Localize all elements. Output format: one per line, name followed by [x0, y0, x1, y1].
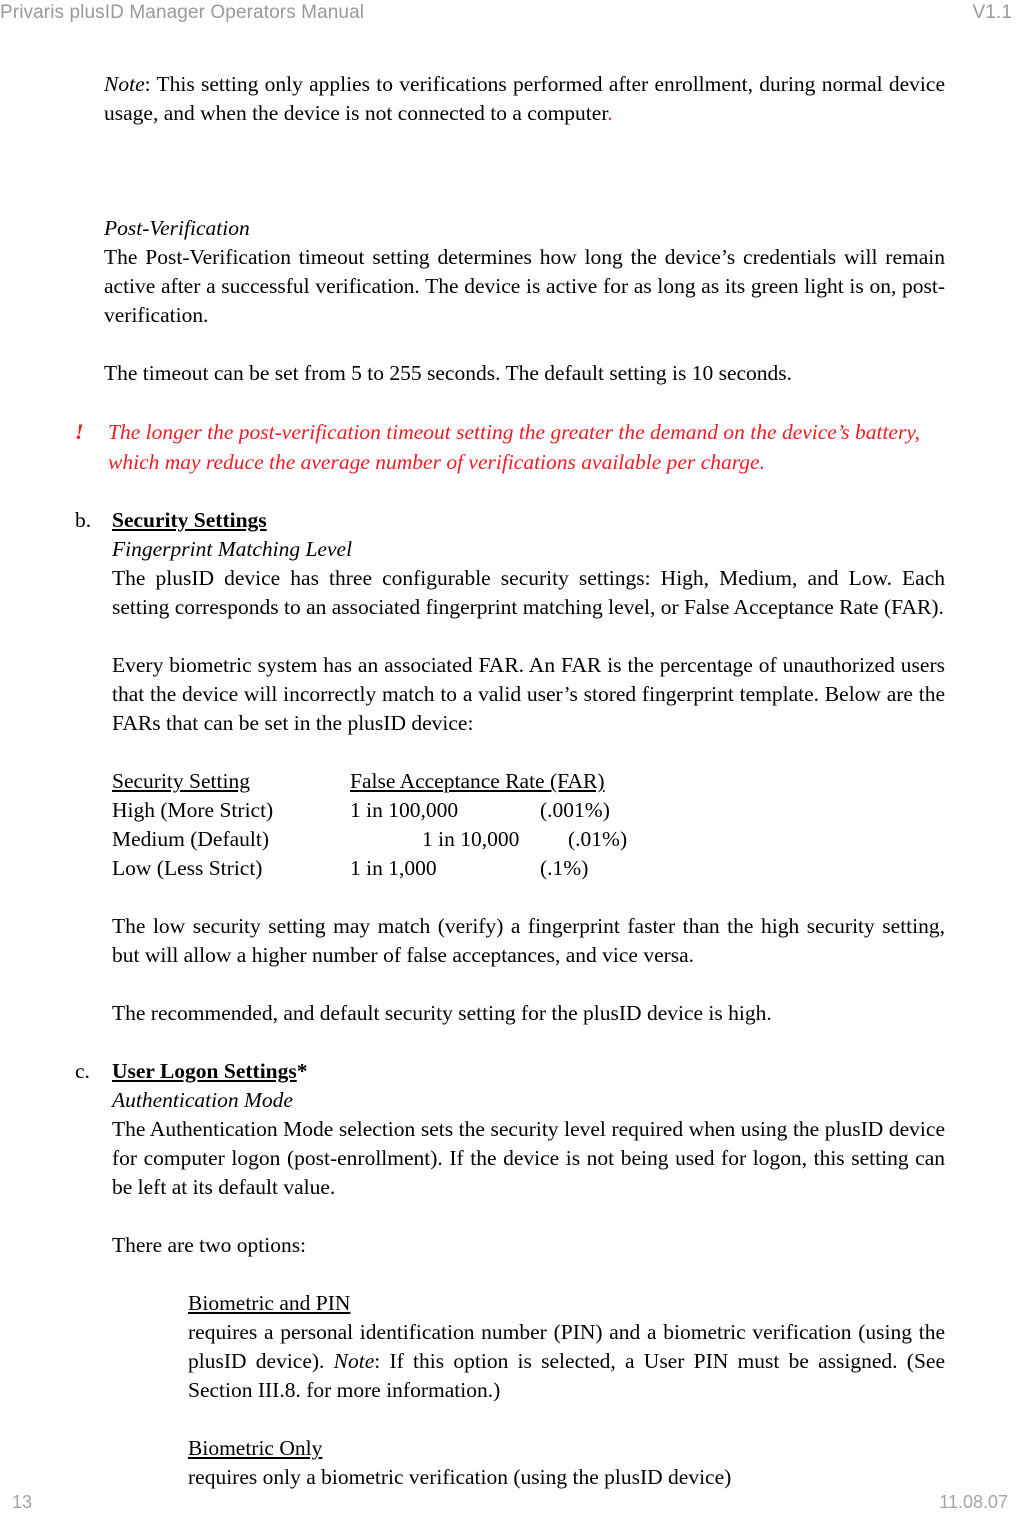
- option-note-label: Note: [333, 1349, 375, 1373]
- option-biometric-only: [188, 1434, 945, 1492]
- spacer: [0, 330, 1020, 359]
- spacer: [0, 198, 1020, 214]
- option-text-part-1: requires only a biometric verification (using the plusID device): [188, 1465, 732, 1489]
- security-settings-title: Security Settings: [112, 508, 267, 532]
- spacer: [0, 128, 1020, 198]
- far-table-header-setting: Security Setting: [112, 769, 250, 793]
- post-verification-paragraph-2: The timeout can be set from 5 to 255 seconds. The default setting is 10 seconds.: [104, 361, 793, 385]
- post-verification-heading: Post-Verification: [104, 216, 250, 240]
- far-table-header-rate: False Acceptance Rate (FAR): [350, 769, 605, 793]
- option-text-part-1: requires a personal identification number (PIN) and a biometric verification (using the plusID device).: [188, 1320, 945, 1373]
- note-trailing-period: .: [607, 101, 613, 125]
- far-row-rate: 1 in 10,000: [422, 827, 520, 851]
- option-title-row: [188, 1289, 945, 1318]
- user-logon-settings-paragraph-2: There are two options:: [112, 1233, 307, 1257]
- authentication-mode-subheading: Authentication Mode: [112, 1088, 293, 1112]
- note-separator: :: [144, 72, 151, 96]
- far-table-header-row: [112, 767, 627, 796]
- header-version: V1.1: [972, 2, 1012, 23]
- option-title-row: [188, 1434, 945, 1463]
- user-logon-settings-title-row: [112, 1057, 945, 1086]
- far-row-percent: (.001%): [540, 798, 610, 822]
- table-row: [112, 825, 627, 854]
- warning-callout: [75, 417, 930, 477]
- warning-text: The longer the post-verification timeout setting the greater the demand on the device’s battery, which may reduce the average number of verifications available per charge.: [108, 420, 921, 474]
- option-text-part-2: If this option is selected, a User PIN must be assigned. (See Section III.8. for more information.): [188, 1349, 945, 1402]
- far-row-rate: 1 in 100,000: [350, 798, 459, 822]
- list-item-security-settings: [75, 506, 945, 1028]
- security-settings-title-row: [112, 506, 945, 535]
- table-row: [112, 796, 627, 825]
- user-logon-settings-paragraph-1: The Authentication Mode selection sets the security level required when using the plusID device for computer logon (post-enrollment). If the device is not being used for logon, this setting can be left at its default value.: [112, 1117, 945, 1199]
- document-body: [0, 70, 1020, 1492]
- table-row: [112, 854, 627, 883]
- page-header: [0, 2, 1020, 32]
- spacer: [112, 970, 945, 999]
- security-settings-paragraph-4: The recommended, and default security setting for the plusID device is high.: [112, 1001, 772, 1025]
- spacer: [112, 622, 945, 651]
- list-marker-b: b.: [75, 508, 92, 532]
- spacer: [112, 1202, 945, 1231]
- far-row-percent: (.1%): [540, 856, 589, 880]
- user-logon-settings-asterisk: *: [296, 1059, 308, 1083]
- note-label: Note: [104, 72, 145, 96]
- list-marker-c: c.: [75, 1059, 90, 1083]
- far-row-setting: Low (Less Strict): [112, 856, 263, 880]
- option-title: Biometric and PIN: [188, 1291, 351, 1315]
- footer-page-number: 13: [12, 1492, 33, 1512]
- spacer: [0, 388, 1020, 417]
- option-note-separator: :: [374, 1349, 381, 1373]
- spacer: [112, 738, 945, 767]
- fingerprint-matching-level-subheading: Fingerprint Matching Level: [112, 537, 353, 561]
- list-item-user-logon-settings: [75, 1057, 945, 1492]
- user-logon-settings-title: User Logon Settings: [112, 1059, 297, 1083]
- far-table: [112, 767, 627, 883]
- warning-exclamation-icon: !: [75, 419, 84, 444]
- spacer: [112, 883, 945, 912]
- far-row-rate: 1 in 1,000: [350, 856, 437, 880]
- option-description: [188, 1318, 945, 1405]
- note-block: [104, 70, 945, 128]
- security-settings-paragraph-2: Every biometric system has an associated FAR. An FAR is the percentage of unauthorized users that the device will incorrectly match to a valid user’s stored fingerprint template. Below are the FARs that can be set in the plusID device:: [112, 653, 945, 735]
- far-row-setting: Medium (Default): [112, 827, 270, 851]
- header-title: Privaris plusID Manager Operators Manual: [0, 2, 365, 23]
- far-row-percent: (.01%): [568, 827, 628, 851]
- spacer: [188, 1405, 945, 1434]
- spacer: [0, 1028, 1020, 1057]
- page-footer: [0, 1487, 1020, 1513]
- security-settings-paragraph-3: The low security setting may match (verify) a fingerprint faster than the high security setting, but will allow a higher number of false acceptances, and vice versa.: [112, 914, 945, 967]
- note-text: This setting only applies to verifications performed after enrollment, during normal device usage, and when the device is not connected to a computer: [104, 72, 945, 125]
- spacer: [112, 1260, 945, 1289]
- security-settings-paragraph-1: The plusID device has three configurable security settings: High, Medium, and Low. Each setting corresponds to an associated fingerprint matching level, or False Acceptance Rate (FAR).: [112, 566, 945, 619]
- far-row-setting: High (More Strict): [112, 798, 274, 822]
- footer-date: 11.08.07: [939, 1492, 1008, 1512]
- option-title: Biometric Only: [188, 1436, 323, 1460]
- option-biometric-and-pin: [188, 1289, 945, 1492]
- post-verification-paragraph-1: The Post-Verification timeout setting determines how long the device’s credentials will remain active after a successful verification. The device is active for as long as its green light is on, post-verification.: [104, 245, 945, 327]
- spacer: [0, 477, 1020, 506]
